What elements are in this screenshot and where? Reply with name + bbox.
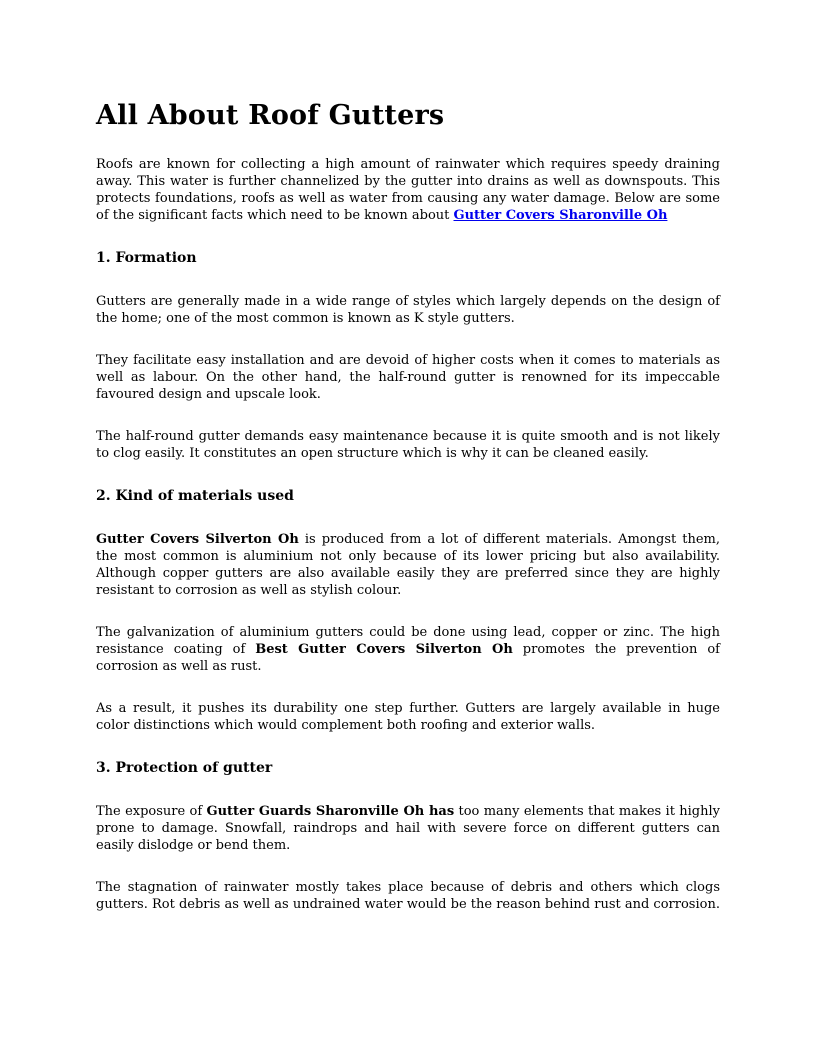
gutter-covers-sharonville-link[interactable]: Gutter Covers Sharonville Oh xyxy=(453,208,668,224)
section-2-paragraph-2-text-before: The galvanization of aluminium gutters could be done using lead, copper or zinc. The high resistance coating of xyxy=(96,625,720,658)
section-1-paragraph-2: They facilitate easy installation and are devoid of higher costs when it comes to materials as well as labour. On the other hand, the half-round gutter is renowned for its impeccable favoured design and upscale look. xyxy=(96,353,720,403)
section-2-heading: 2. Kind of materials used xyxy=(96,488,294,505)
section-2-paragraph-2 xyxy=(96,624,720,675)
section-2-paragraph-2-text-after: promotes the prevention of corrosion as well as rust. xyxy=(96,642,720,675)
section-3-paragraph-1-text-before: The exposure of xyxy=(96,804,207,820)
section-2-paragraph-3: As a result, it pushes its durability one step further. Gutters are largely available in huge color distinctions which would complement both roofing and exterior walls. xyxy=(96,701,720,734)
section-3-paragraph-2: The stagnation of rainwater mostly takes place because of debris and others which clogs gutters. Rot debris as well as undrained water would be the reason behind rust and corrosion. xyxy=(96,880,720,913)
section-1-paragraph-3: The half-round gutter demands easy maintenance because it is quite smooth and is not likely to clog easily. It constitutes an open structure which is why it can be cleaned easily. xyxy=(96,429,720,462)
intro-paragraph xyxy=(96,156,720,224)
gutter-covers-silverton-keyword: Gutter Covers Silverton Oh xyxy=(96,532,299,548)
intro-text: Roofs are known for collecting a high amount of rainwater which requires speedy draining away. This water is further channelized by the gutter into drains as well as downspouts. This protects foundations, roofs as well as water from causing any water damage. Below are some of the significant facts which need to be known about xyxy=(96,157,720,224)
gutter-guards-sharonville-keyword: Gutter Guards Sharonville Oh has xyxy=(206,804,455,820)
section-1-heading: 1. Formation xyxy=(96,250,197,267)
document-title: All About Roof Gutters xyxy=(96,100,445,131)
section-2-paragraph-1 xyxy=(96,531,720,599)
section-2-paragraph-1-text: is produced from a lot of different materials. Amongst them, the most common is aluminium not only because of its lower pricing but also availability. Although copper gutters are also available easily they are preferred since they are highly resistant to corrosion as well as stylish colour. xyxy=(96,532,720,599)
best-gutter-covers-silverton-keyword: Best Gutter Covers Silverton Oh xyxy=(255,642,513,658)
section-3-heading: 3. Protection of gutter xyxy=(96,760,273,777)
section-3-paragraph-1 xyxy=(96,803,720,854)
section-1-paragraph-1: Gutters are generally made in a wide range of styles which largely depends on the design of the home; one of the most common is known as K style gutters. xyxy=(96,294,720,327)
section-3-paragraph-1-text-after: too many elements that makes it highly prone to damage. Snowfall, raindrops and hail with severe force on different gutters can easily dislodge or bend them. xyxy=(96,804,720,854)
